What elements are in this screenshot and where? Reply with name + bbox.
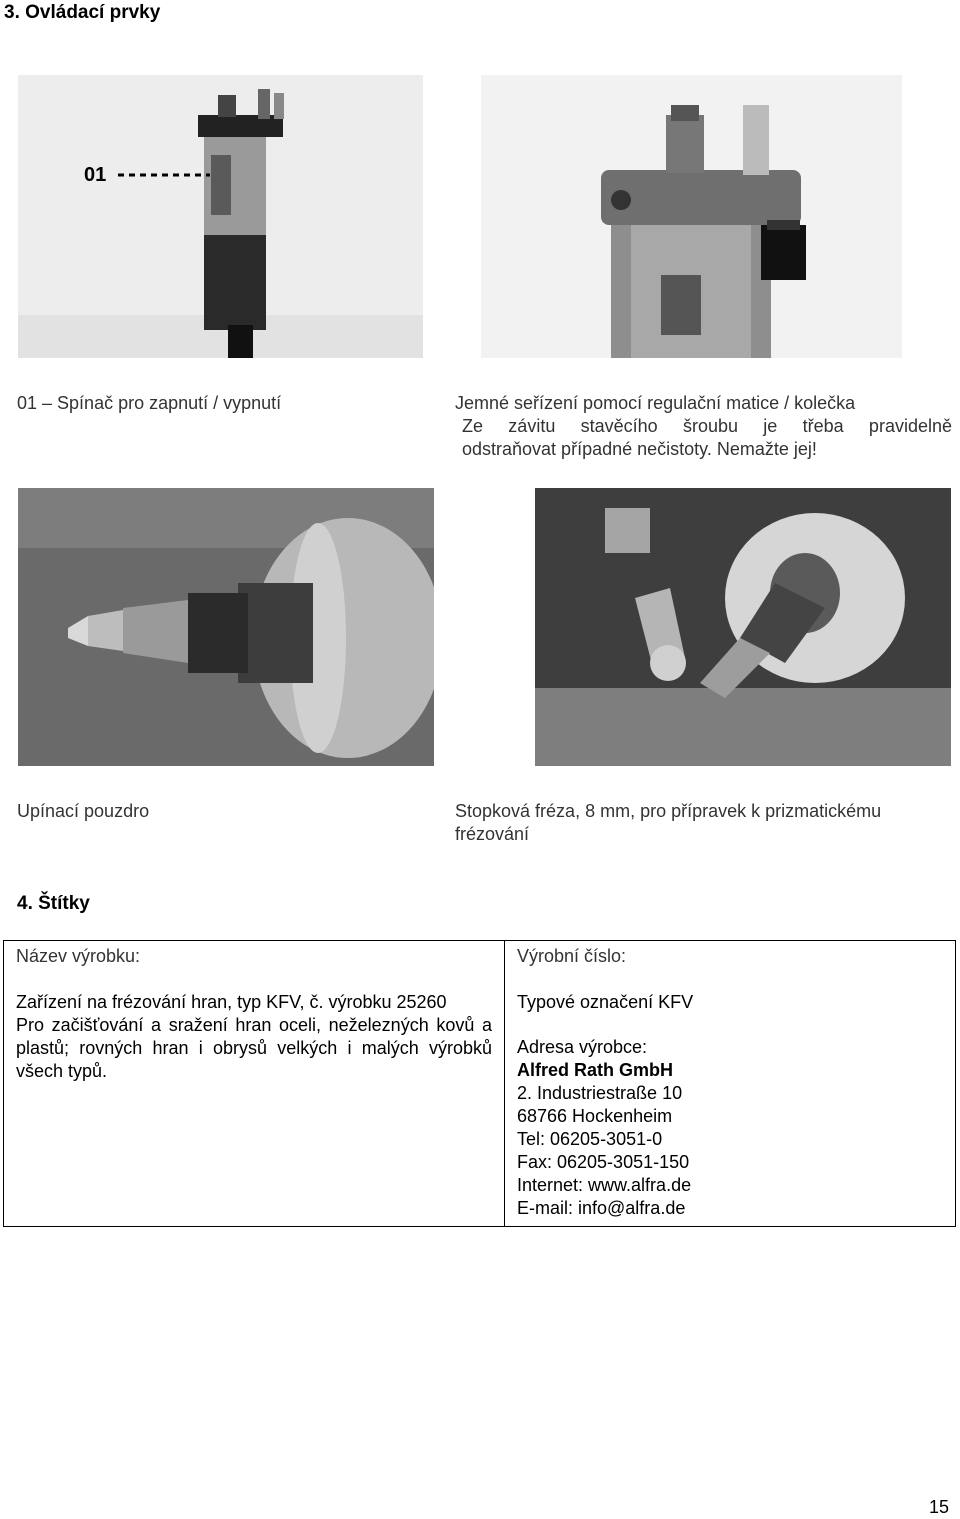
manufacturer-website: Internet: www.alfra.de [517, 1175, 692, 1195]
caption-line: Ze závitu stavěcího šroubu je třeba pravidelně [462, 416, 952, 436]
caption-collet: Upínací pouzdro [17, 801, 150, 821]
page-number: 15 [929, 1497, 950, 1517]
caption-line: frézování [455, 824, 530, 844]
nameplate-left-cell [4, 941, 505, 1227]
photo-collet [18, 488, 434, 766]
caption-line: Jemné seřízení pomocí regulační matice / kolečka [455, 393, 856, 413]
manufacturer-fax: Fax: 06205-3051-150 [517, 1152, 690, 1172]
product-name-label: Název výrobku: [16, 946, 141, 966]
caption-switch: 01 – Spínač pro zapnutí / vypnutí [17, 393, 282, 413]
callout-label: 01 [84, 164, 107, 186]
photo-fine-adjustment [481, 75, 902, 358]
product-purpose: Pro začišťování a sražení hran oceli, neželezných kovů a plastů; rovných hran i obrysů velkých i malých výrobků všech typů. [16, 1015, 492, 1081]
serial-number-label: Výrobní číslo: [517, 946, 627, 966]
manufacturer-street: 2. Industriestraße 10 [517, 1083, 683, 1103]
product-description: Zařízení na frézování hran, typ KFV, č. výrobku 25260 [16, 992, 447, 1012]
caption-fine-adjustment [455, 392, 952, 461]
manufacturer-email: E-mail: info@alfra.de [517, 1198, 686, 1218]
labels-heading: 4. Štítky [17, 893, 90, 914]
manufacturer-name: Alfred Rath GmbH [517, 1060, 674, 1080]
manufacturer-phone: Tel: 06205-3051-0 [517, 1129, 663, 1149]
manufacturer-city: 68766 Hockenheim [517, 1106, 673, 1126]
photo-end-mill [535, 488, 951, 766]
nameplate-table [3, 940, 956, 1227]
photo-switch [18, 75, 423, 358]
caption-end-mill [455, 800, 952, 846]
caption-line: odstraňovat případné nečistoty. Nemažte jej! [462, 439, 817, 459]
manufacturer-address-label: Adresa výrobce: [517, 1037, 648, 1057]
nameplate-right-cell [505, 941, 956, 1227]
caption-line: Stopková fréza, 8 mm, pro přípravek k prizmatickému [455, 801, 882, 821]
section-heading: 3. Ovládací prvky [4, 2, 161, 23]
type-designation: Typové označení KFV [517, 992, 694, 1012]
